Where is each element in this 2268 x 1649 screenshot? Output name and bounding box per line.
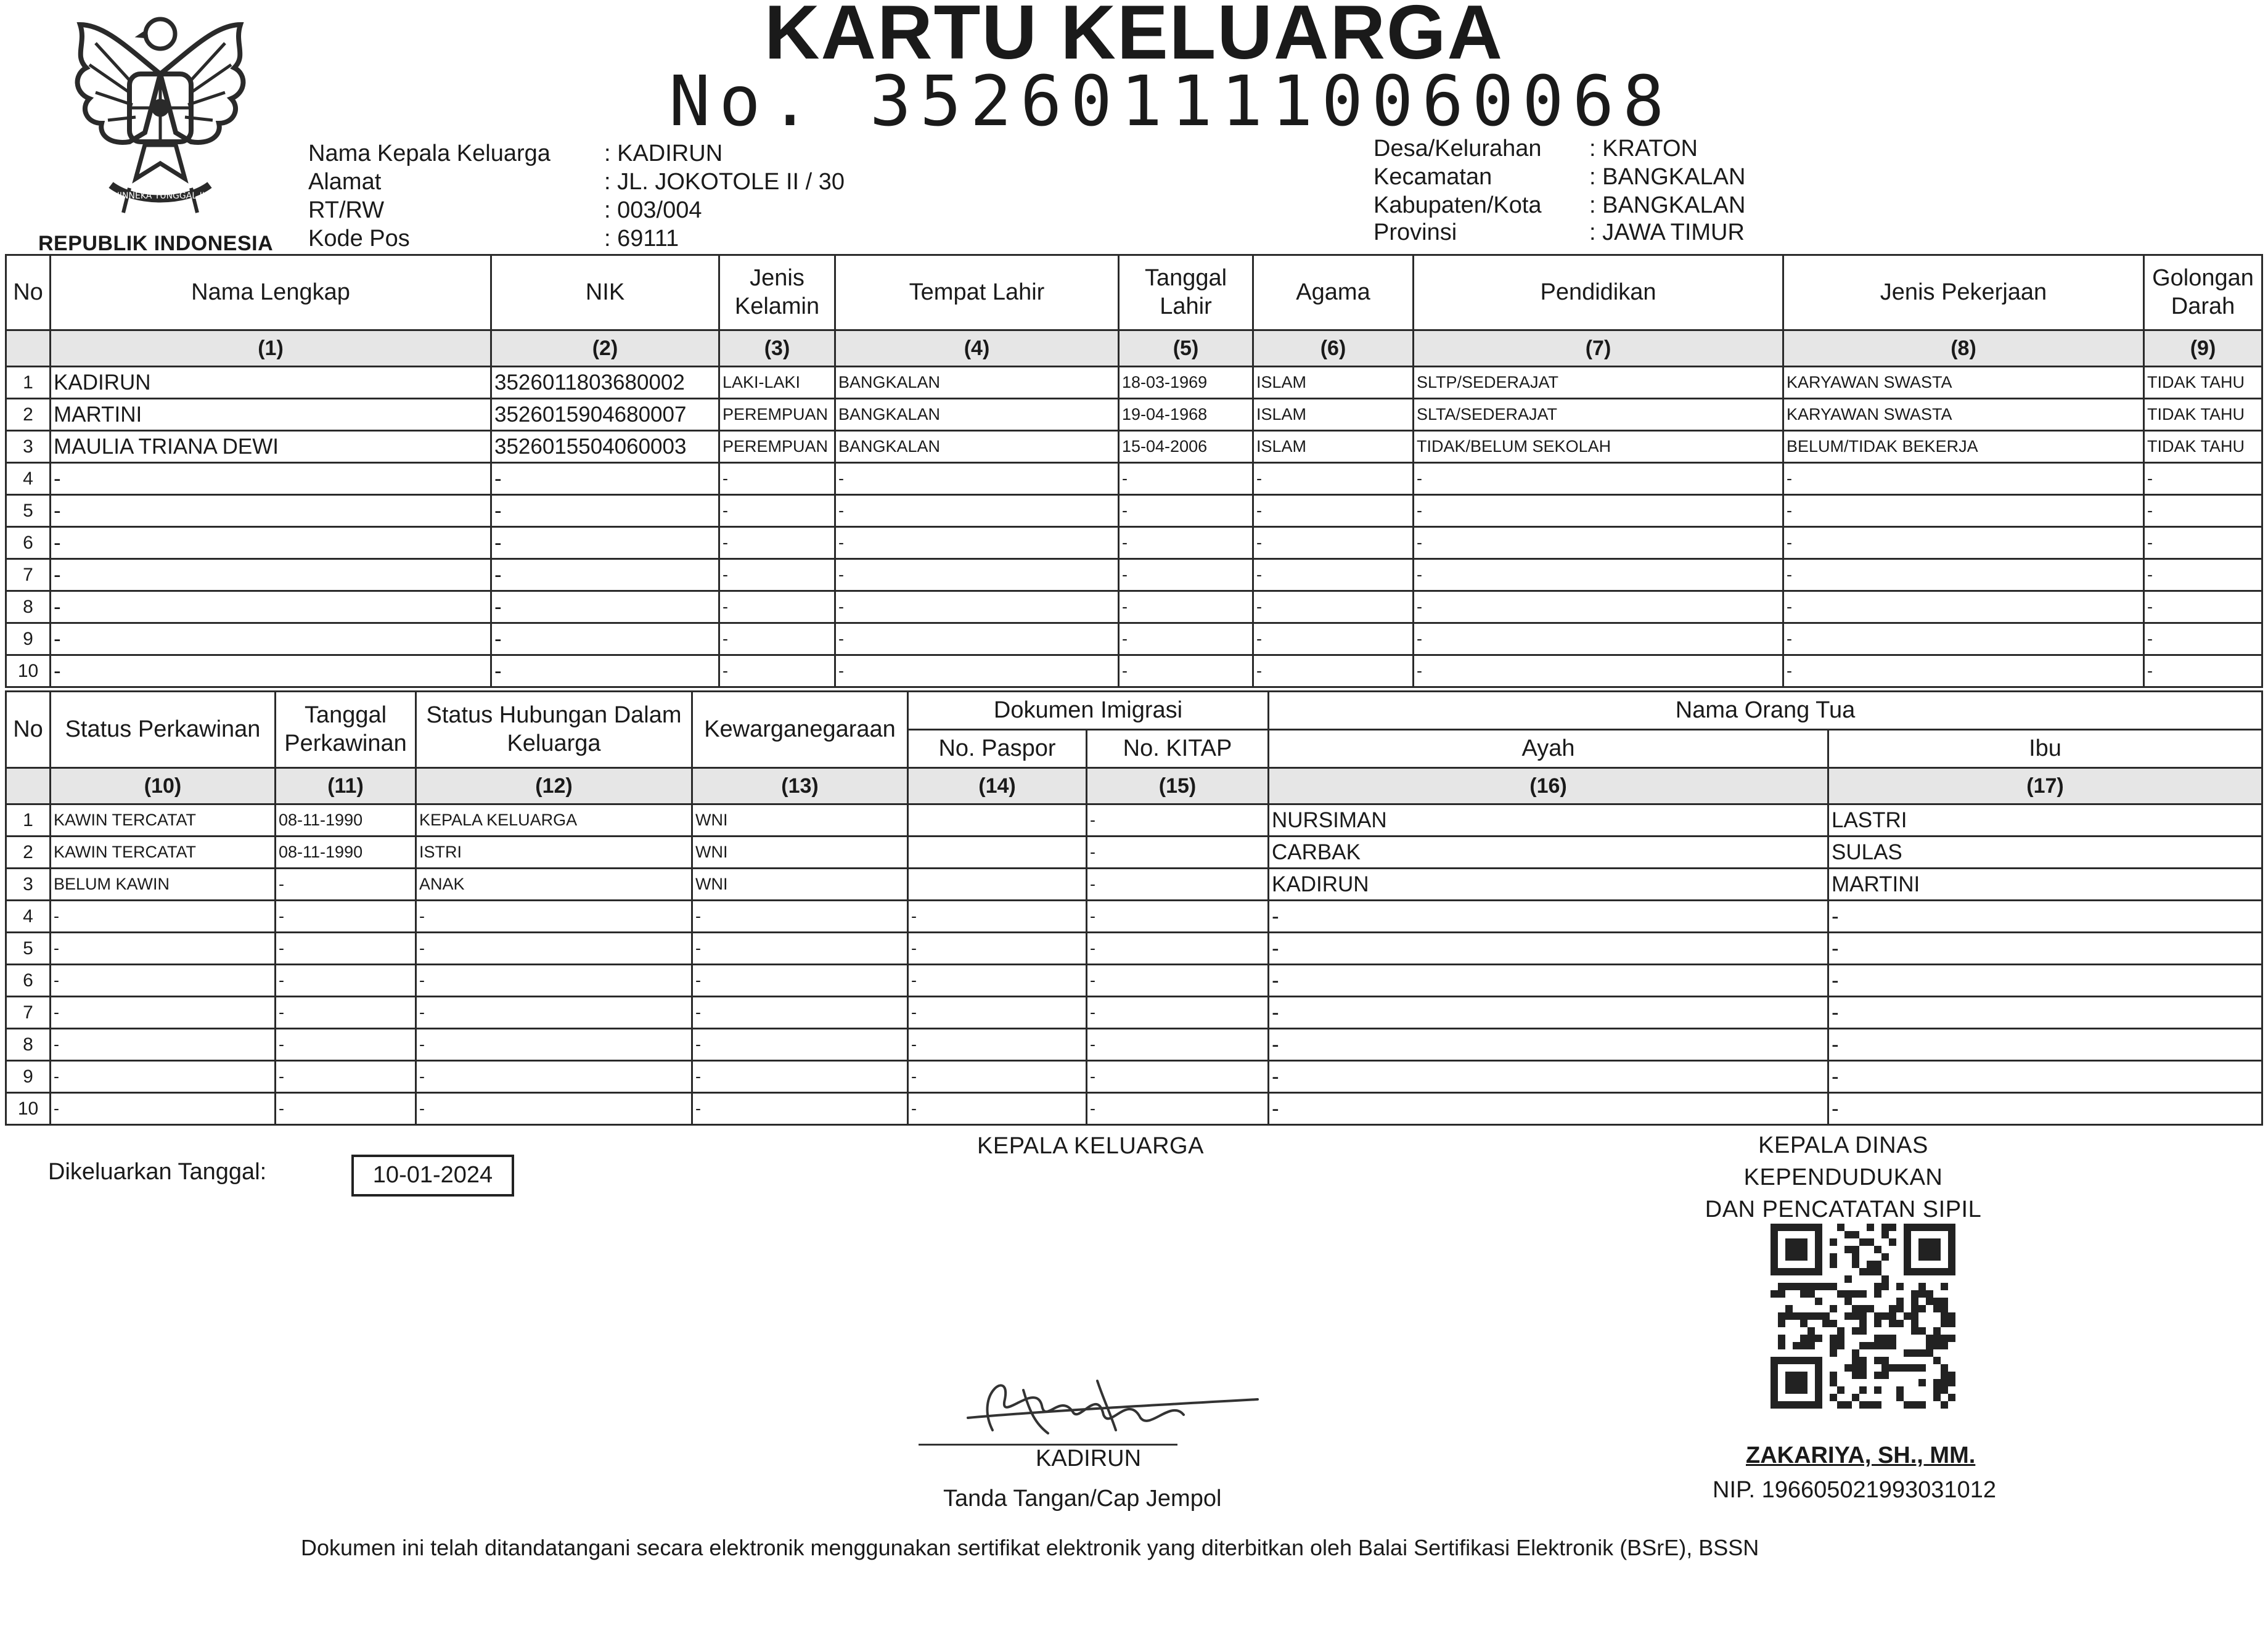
table-cell: - [1414, 527, 1783, 559]
table-cell: WNI [692, 869, 908, 901]
table-cell: KADIRUN [1269, 869, 1828, 901]
table-cell: SULAS [1828, 837, 2262, 869]
table-cell: - [276, 1093, 416, 1125]
table-row [6, 901, 2262, 933]
table-cell: TIDAK TAHU [2144, 431, 2262, 463]
table-cell: - [51, 1093, 276, 1125]
table-cell: - [276, 997, 416, 1029]
table-cell: BELUM/TIDAK BEKERJA [1783, 431, 2144, 463]
table-cell: KAWIN TERCATAT [51, 804, 276, 837]
table-cell: SLTP/SEDERAJAT [1414, 367, 1783, 399]
header-label: Provinsi [1373, 219, 1457, 245]
table-cell: TIDAK TAHU [2144, 367, 2262, 399]
table-cell: - [2144, 655, 2262, 687]
table-cell: - [1119, 463, 1253, 495]
row-number-cell: 7 [6, 997, 51, 1029]
table-cell: - [416, 1093, 692, 1125]
table-row [6, 965, 2262, 997]
table-cell: - [719, 591, 835, 623]
table-cell: - [1253, 463, 1414, 495]
table-cell: - [1087, 869, 1269, 901]
col-header-pekerjaan: Jenis Pekerjaan [1783, 255, 2144, 330]
row-number-cell: 2 [6, 399, 51, 431]
table-cell: - [1119, 495, 1253, 527]
header-label: RT/RW [308, 197, 385, 223]
table-cell: - [1087, 933, 1269, 965]
table-row [6, 495, 2262, 527]
header-value: : JAWA TIMUR [1589, 219, 1745, 245]
col-header-no: No [6, 692, 51, 768]
table-cell: LASTRI [1828, 804, 2262, 837]
row-number-cell: 5 [6, 933, 51, 965]
signature-caption: Tanda Tangan/Cap Jempol [943, 1486, 1222, 1512]
table-cell: - [51, 559, 491, 591]
col-header-dokumen-imigrasi: Dokumen Imigrasi [908, 692, 1269, 730]
table-cell: - [1253, 591, 1414, 623]
table-cell: PEREMPUAN [719, 431, 835, 463]
table-cell: - [1414, 623, 1783, 655]
col-header-no-kitap: No. KITAP [1087, 730, 1269, 768]
table-cell: - [1087, 965, 1269, 997]
table-row [6, 463, 2262, 495]
table-cell: - [276, 965, 416, 997]
table-row [6, 655, 2262, 687]
table-row [6, 431, 2262, 463]
table-cell: - [491, 623, 719, 655]
col-number: (6) [1253, 330, 1414, 367]
row-number-cell: 3 [6, 431, 51, 463]
table-cell: TIDAK/BELUM SEKOLAH [1414, 431, 1783, 463]
table-cell: - [1087, 837, 1269, 869]
table-cell: - [1269, 1093, 1828, 1125]
table-cell: - [1087, 804, 1269, 837]
table-cell: - [416, 1061, 692, 1093]
table-cell: - [51, 1061, 276, 1093]
table-row [6, 997, 2262, 1029]
table-cell: ANAK [416, 869, 692, 901]
table-cell [908, 837, 1087, 869]
table-row [6, 837, 2262, 869]
table-row [6, 804, 2262, 837]
header-row-provinsi [1373, 219, 1745, 246]
header-label: Kode Pos [308, 226, 410, 252]
row-number-cell: 4 [6, 901, 51, 933]
header-value: : BANGKALAN [1589, 192, 1746, 218]
table-cell: - [51, 933, 276, 965]
garuda-emblem-icon [37, 0, 284, 247]
family-head-signature-title: KEPALA KELUARGA [977, 1133, 1204, 1159]
table-cell: BELUM KAWIN [51, 869, 276, 901]
col-number: (5) [1119, 330, 1253, 367]
table-cell: - [1828, 901, 2262, 933]
table-row [6, 527, 2262, 559]
row-number-cell: 9 [6, 1061, 51, 1093]
header-value: : KRATON [1589, 136, 1698, 162]
table-cell: - [51, 463, 491, 495]
table-cell: - [1414, 655, 1783, 687]
emblem-caption: REPUBLIK INDONESIA [38, 232, 274, 255]
table-cell: - [1414, 559, 1783, 591]
table-cell: SLTA/SEDERAJAT [1414, 399, 1783, 431]
table-cell: - [416, 1029, 692, 1061]
table-cell: - [908, 901, 1087, 933]
table-cell: - [51, 655, 491, 687]
table-cell: - [1269, 901, 1828, 933]
col-header-jenis-kelamin: Jenis Kelamin [719, 255, 835, 330]
col-header-ibu: Ibu [1828, 730, 2262, 768]
table-cell: - [416, 965, 692, 997]
table-cell: KARYAWAN SWASTA [1783, 399, 2144, 431]
row-number-cell: 10 [6, 1093, 51, 1125]
table-cell: LAKI-LAKI [719, 367, 835, 399]
table-cell: - [719, 623, 835, 655]
table-cell: KEPALA KELUARGA [416, 804, 692, 837]
table-cell: 18-03-1969 [1119, 367, 1253, 399]
table-cell: - [1783, 655, 2144, 687]
table-cell: KADIRUN [51, 367, 491, 399]
electronic-signature-disclaimer: Dokumen ini telah ditandatangani secara elektronik menggunakan sertifikat elektronik yang diterbitkan oleh Balai Sertifikasi Elektronik (BSrE), BSSN [301, 1535, 1759, 1560]
table-cell: - [719, 559, 835, 591]
table-cell: - [692, 901, 908, 933]
table-cell: - [1253, 623, 1414, 655]
table-cell: - [2144, 559, 2262, 591]
table-cell: - [51, 591, 491, 623]
col-number: (17) [1828, 768, 2262, 804]
table-cell: - [276, 1061, 416, 1093]
header-row-nama-kepala [308, 141, 723, 167]
table-row [6, 559, 2262, 591]
table-cell: MARTINI [51, 399, 491, 431]
official-name: ZAKARIYA, SH., MM. [1746, 1442, 1976, 1468]
header-row-kecamatan [1373, 164, 1745, 190]
table-cell: 19-04-1968 [1119, 399, 1253, 431]
col-number: (9) [2144, 330, 2262, 367]
table-cell: - [2144, 495, 2262, 527]
col-header-nama-orang-tua: Nama Orang Tua [1269, 692, 2262, 730]
handwritten-signature [912, 1356, 1313, 1449]
table-cell: MAULIA TRIANA DEWI [51, 431, 491, 463]
table-cell: - [908, 1093, 1087, 1125]
table-row [6, 367, 2262, 399]
header-label: Kecamatan [1373, 164, 1492, 190]
col-number: (16) [1269, 768, 1828, 804]
header-label: Nama Kepala Keluarga [308, 141, 551, 166]
table-cell: TIDAK TAHU [2144, 399, 2262, 431]
table-cell: - [51, 1029, 276, 1061]
table-cell: - [1119, 527, 1253, 559]
col-number-blank [6, 768, 51, 804]
table-row [6, 1093, 2262, 1125]
table-cell: - [51, 495, 491, 527]
table-cell: - [835, 655, 1119, 687]
col-number: (3) [719, 330, 835, 367]
table-cell: - [491, 559, 719, 591]
table-cell: - [276, 901, 416, 933]
official-title [1664, 1129, 2022, 1225]
table-cell: - [908, 965, 1087, 997]
col-header-status-hubungan: Status Hubungan Dalam Keluarga [416, 692, 692, 768]
table-cell: - [416, 933, 692, 965]
table-cell: - [1269, 997, 1828, 1029]
table-cell: - [2144, 527, 2262, 559]
table-cell: - [835, 527, 1119, 559]
table-cell: - [276, 869, 416, 901]
table-cell: - [1783, 623, 2144, 655]
table-cell: - [491, 527, 719, 559]
col-header-agama: Agama [1253, 255, 1414, 330]
header-value: : 69111 [604, 226, 679, 252]
table-cell: - [1269, 1029, 1828, 1061]
col-header-kewarganegaraan: Kewarganegaraan [692, 692, 908, 768]
table-cell: BANGKALAN [835, 431, 1119, 463]
col-number: (12) [416, 768, 692, 804]
issued-date-label: Dikeluarkan Tanggal: [48, 1159, 267, 1185]
row-number-cell: 2 [6, 837, 51, 869]
table-cell: 3526011803680002 [491, 367, 719, 399]
family-head-name: KADIRUN [1036, 1446, 1142, 1471]
table-cell: - [835, 591, 1119, 623]
table-cell: MARTINI [1828, 869, 2262, 901]
table-cell: WNI [692, 804, 908, 837]
header-value: : 003/004 [604, 197, 702, 223]
official-title-line2: DAN PENCATATAN SIPIL [1705, 1197, 1982, 1222]
table-cell: - [1269, 1061, 1828, 1093]
emblem-motto: BHINNEKA TUNGGAL IKA [107, 191, 214, 201]
family-members-table [5, 254, 2263, 688]
table-cell: - [692, 965, 908, 997]
col-number: (13) [692, 768, 908, 804]
col-header-status-perkawinan: Status Perkawinan [51, 692, 276, 768]
table-cell: - [1119, 559, 1253, 591]
table-row [6, 399, 2262, 431]
col-number-blank [6, 330, 51, 367]
row-number-cell: 8 [6, 591, 51, 623]
col-header-tanggal-perkawinan: Tanggal Perkawinan [276, 692, 416, 768]
row-number-cell: 10 [6, 655, 51, 687]
col-number: (10) [51, 768, 276, 804]
issued-date-value: 10-01-2024 [351, 1155, 514, 1197]
document-number: No. 3526011110060068 [669, 62, 1673, 142]
table-cell: - [1828, 1029, 2262, 1061]
header-row-kabupaten [1373, 192, 1745, 219]
table-cell: - [835, 463, 1119, 495]
table-row [6, 623, 2262, 655]
table-cell: - [1414, 463, 1783, 495]
table-cell: - [835, 559, 1119, 591]
table-cell: - [692, 933, 908, 965]
table-cell: - [491, 591, 719, 623]
table-cell: - [1253, 527, 1414, 559]
table-row [6, 591, 2262, 623]
table-cell: - [1414, 495, 1783, 527]
col-header-tanggal-lahir: Tanggal Lahir [1119, 255, 1253, 330]
table-cell: - [1253, 559, 1414, 591]
table-cell: - [835, 623, 1119, 655]
table-cell: - [719, 495, 835, 527]
table-cell: - [719, 655, 835, 687]
marital-parent-table [5, 690, 2263, 1126]
table-cell: 08-11-1990 [276, 804, 416, 837]
header-row-kode-pos [308, 226, 679, 252]
table-row [6, 933, 2262, 965]
table-cell: - [1828, 933, 2262, 965]
col-header-golongan-darah: Golongan Darah [2144, 255, 2262, 330]
row-number-cell: 4 [6, 463, 51, 495]
official-nip: NIP. 196605021993031012 [1713, 1477, 1996, 1503]
col-header-nik: NIK [491, 255, 719, 330]
header-label: Kabupaten/Kota [1373, 192, 1542, 218]
table-cell: - [1269, 933, 1828, 965]
row-number-cell: 1 [6, 367, 51, 399]
table-cell: - [1414, 591, 1783, 623]
header-label: Alamat [308, 169, 382, 195]
table-cell: - [276, 1029, 416, 1061]
table-cell: 08-11-1990 [276, 837, 416, 869]
table-cell: - [51, 997, 276, 1029]
table-cell: - [1087, 1093, 1269, 1125]
table-cell: - [491, 463, 719, 495]
table-cell: ISTRI [416, 837, 692, 869]
header-row-alamat [308, 169, 845, 195]
table-cell: - [1269, 965, 1828, 997]
table-cell: - [51, 901, 276, 933]
table-cell: BANGKALAN [835, 399, 1119, 431]
table-cell: - [1119, 591, 1253, 623]
table-cell: - [276, 933, 416, 965]
table-cell: - [908, 933, 1087, 965]
table-cell: - [2144, 591, 2262, 623]
table-cell: - [908, 997, 1087, 1029]
table-cell: ISLAM [1253, 367, 1414, 399]
row-number-cell: 7 [6, 559, 51, 591]
table-cell: - [1783, 463, 2144, 495]
col-number: (14) [908, 768, 1087, 804]
row-number-cell: 6 [6, 527, 51, 559]
table-cell: - [692, 997, 908, 1029]
table-cell: PEREMPUAN [719, 399, 835, 431]
table-cell: WNI [692, 837, 908, 869]
row-number-cell: 6 [6, 965, 51, 997]
col-number: (4) [835, 330, 1119, 367]
col-number: (7) [1414, 330, 1783, 367]
header-value: : KADIRUN [604, 141, 723, 166]
col-number: (2) [491, 330, 719, 367]
row-number-cell: 9 [6, 623, 51, 655]
table-cell: - [1828, 997, 2262, 1029]
col-number: (11) [276, 768, 416, 804]
row-number-cell: 3 [6, 869, 51, 901]
table-row [6, 1029, 2262, 1061]
table-cell: - [416, 901, 692, 933]
col-header-ayah: Ayah [1269, 730, 1828, 768]
table-cell: - [1783, 527, 2144, 559]
table-cell: - [1253, 655, 1414, 687]
table-cell: - [2144, 463, 2262, 495]
header-row-rtrw [308, 197, 702, 224]
table-cell: - [1783, 559, 2144, 591]
col-header-nama: Nama Lengkap [51, 255, 491, 330]
row-number-cell: 5 [6, 495, 51, 527]
table-cell: - [1783, 495, 2144, 527]
table-cell [908, 869, 1087, 901]
table-cell: - [835, 495, 1119, 527]
table-cell: - [2144, 623, 2262, 655]
table-cell: - [51, 527, 491, 559]
table-cell: NURSIMAN [1269, 804, 1828, 837]
row-number-cell: 1 [6, 804, 51, 837]
table-cell: - [491, 655, 719, 687]
table-cell: ISLAM [1253, 399, 1414, 431]
table-cell: - [692, 1093, 908, 1125]
table-cell: - [1828, 1061, 2262, 1093]
table-cell: BANGKALAN [835, 367, 1119, 399]
table-cell: KARYAWAN SWASTA [1783, 367, 2144, 399]
table-cell: - [692, 1029, 908, 1061]
header-label: Desa/Kelurahan [1373, 136, 1542, 162]
table-cell: - [1119, 623, 1253, 655]
table-cell: - [1087, 1061, 1269, 1093]
table-cell: 3526015904680007 [491, 399, 719, 431]
table-cell: - [692, 1061, 908, 1093]
col-header-no-paspor: No. Paspor [908, 730, 1087, 768]
table-cell: - [908, 1061, 1087, 1093]
table-cell: - [491, 495, 719, 527]
table-cell: - [51, 965, 276, 997]
col-header-tempat-lahir: Tempat Lahir [835, 255, 1119, 330]
document-title: KARTU KELUARGA [764, 0, 1504, 75]
table-cell: - [1119, 655, 1253, 687]
table-cell: - [1828, 1093, 2262, 1125]
table-cell [908, 804, 1087, 837]
table-cell: - [416, 997, 692, 1029]
col-number: (15) [1087, 768, 1269, 804]
table-cell: CARBAK [1269, 837, 1828, 869]
table-cell: - [908, 1029, 1087, 1061]
table-row [6, 869, 2262, 901]
table-cell: KAWIN TERCATAT [51, 837, 276, 869]
table-cell: - [1087, 1029, 1269, 1061]
header-value: : BANGKALAN [1589, 164, 1746, 190]
table-cell: 15-04-2006 [1119, 431, 1253, 463]
table-cell: - [719, 463, 835, 495]
table-cell: - [1253, 495, 1414, 527]
qr-code-icon [1771, 1224, 1955, 1409]
row-number-cell: 8 [6, 1029, 51, 1061]
col-header-pendidikan: Pendidikan [1414, 255, 1783, 330]
table-row [6, 1061, 2262, 1093]
table-cell: - [719, 527, 835, 559]
col-number: (1) [51, 330, 491, 367]
table-cell: - [1087, 901, 1269, 933]
table-cell: 3526015504060003 [491, 431, 719, 463]
col-header-no: No [6, 255, 51, 330]
table-cell: - [1828, 965, 2262, 997]
header-row-desa [1373, 136, 1698, 162]
table-cell: - [1783, 591, 2144, 623]
col-number: (8) [1783, 330, 2144, 367]
table-cell: - [51, 623, 491, 655]
official-title-line1: KEPALA DINAS KEPENDUDUKAN [1743, 1132, 1943, 1190]
table-cell: - [1087, 997, 1269, 1029]
header-value: : JL. JOKOTOLE II / 30 [604, 169, 845, 195]
table-cell: ISLAM [1253, 431, 1414, 463]
